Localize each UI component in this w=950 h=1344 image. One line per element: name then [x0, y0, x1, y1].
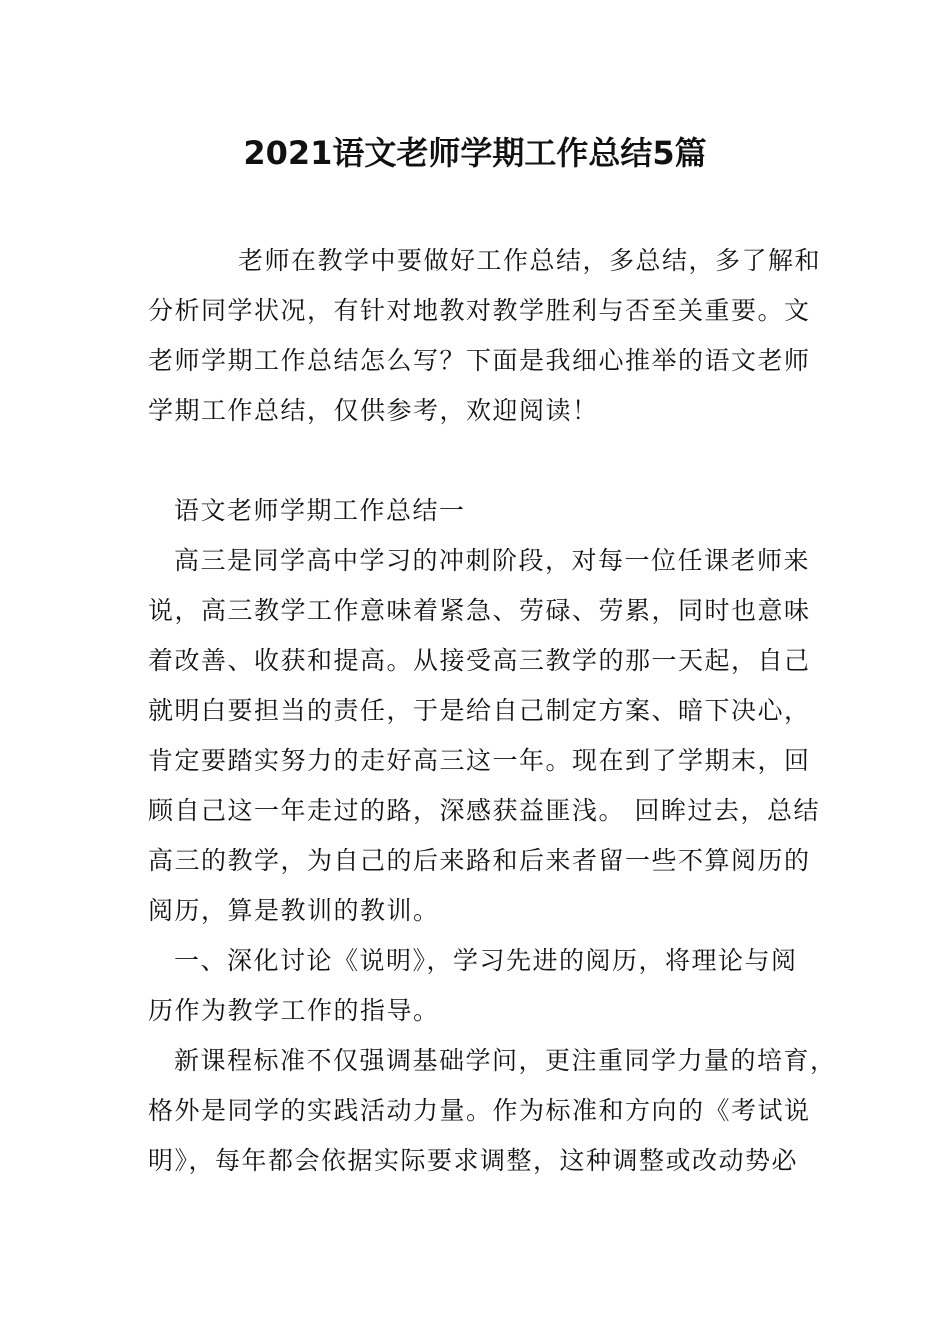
paragraph-line: 着改善、收获和提高。从接受高三教学的那一天起，自己	[148, 646, 811, 675]
subheading-line: 历作为教学工作的指导。	[148, 996, 440, 1025]
intro-paragraph	[148, 236, 822, 436]
intro-line: 分析同学状况，有针对地教对教学胜利与否至关重要。文	[148, 296, 811, 325]
paragraph-line: 高三的教学，为自己的后来路和后来者留一些不算阅历的	[148, 846, 811, 875]
paragraph-line: 说，高三教学工作意味着紧急、劳碌、劳累，同时也意味	[148, 596, 811, 625]
subheading-line: 一、深化讨论《说明》，学习先进的阅历，将理论与阅	[174, 946, 798, 975]
paragraph-line: 肯定要踏实努力的走好高三这一年。现在到了学期末，回	[148, 746, 811, 775]
intro-line: 老师在教学中要做好工作总结，多总结，多了解和	[238, 246, 822, 275]
paragraph-line: 就明白要担当的责任，于是给自己制定方案、暗下决心，	[148, 696, 811, 725]
document-title: 2021语文老师学期工作总结5篇	[243, 134, 707, 172]
paragraph-line: 格外是同学的实践活动力量。作为标准和方向的《考试说	[148, 1096, 811, 1125]
paragraph-line: 新课程标准不仅强调基础学问，更注重同学力量的培育，	[174, 1046, 837, 1075]
intro-line: 学期工作总结，仅供参考，欢迎阅读！	[148, 396, 599, 425]
section-one	[148, 486, 837, 1186]
paragraph-line: 顾自己这一年走过的路，深感获益匪浅。 回眸过去，总结	[148, 796, 820, 825]
paragraph-line: 明》，每年都会依据实际要求调整，这种调整或改动势必	[148, 1146, 799, 1175]
paragraph-line: 阅历，算是教训的教训。	[148, 896, 440, 925]
intro-line: 老师学期工作总结怎么写？下面是我细心推举的语文老师	[148, 346, 811, 375]
paragraph-line: 高三是同学高中学习的冲刺阶段，对每一位任课老师来	[174, 546, 811, 575]
section-heading: 语文老师学期工作总结一	[174, 496, 466, 525]
